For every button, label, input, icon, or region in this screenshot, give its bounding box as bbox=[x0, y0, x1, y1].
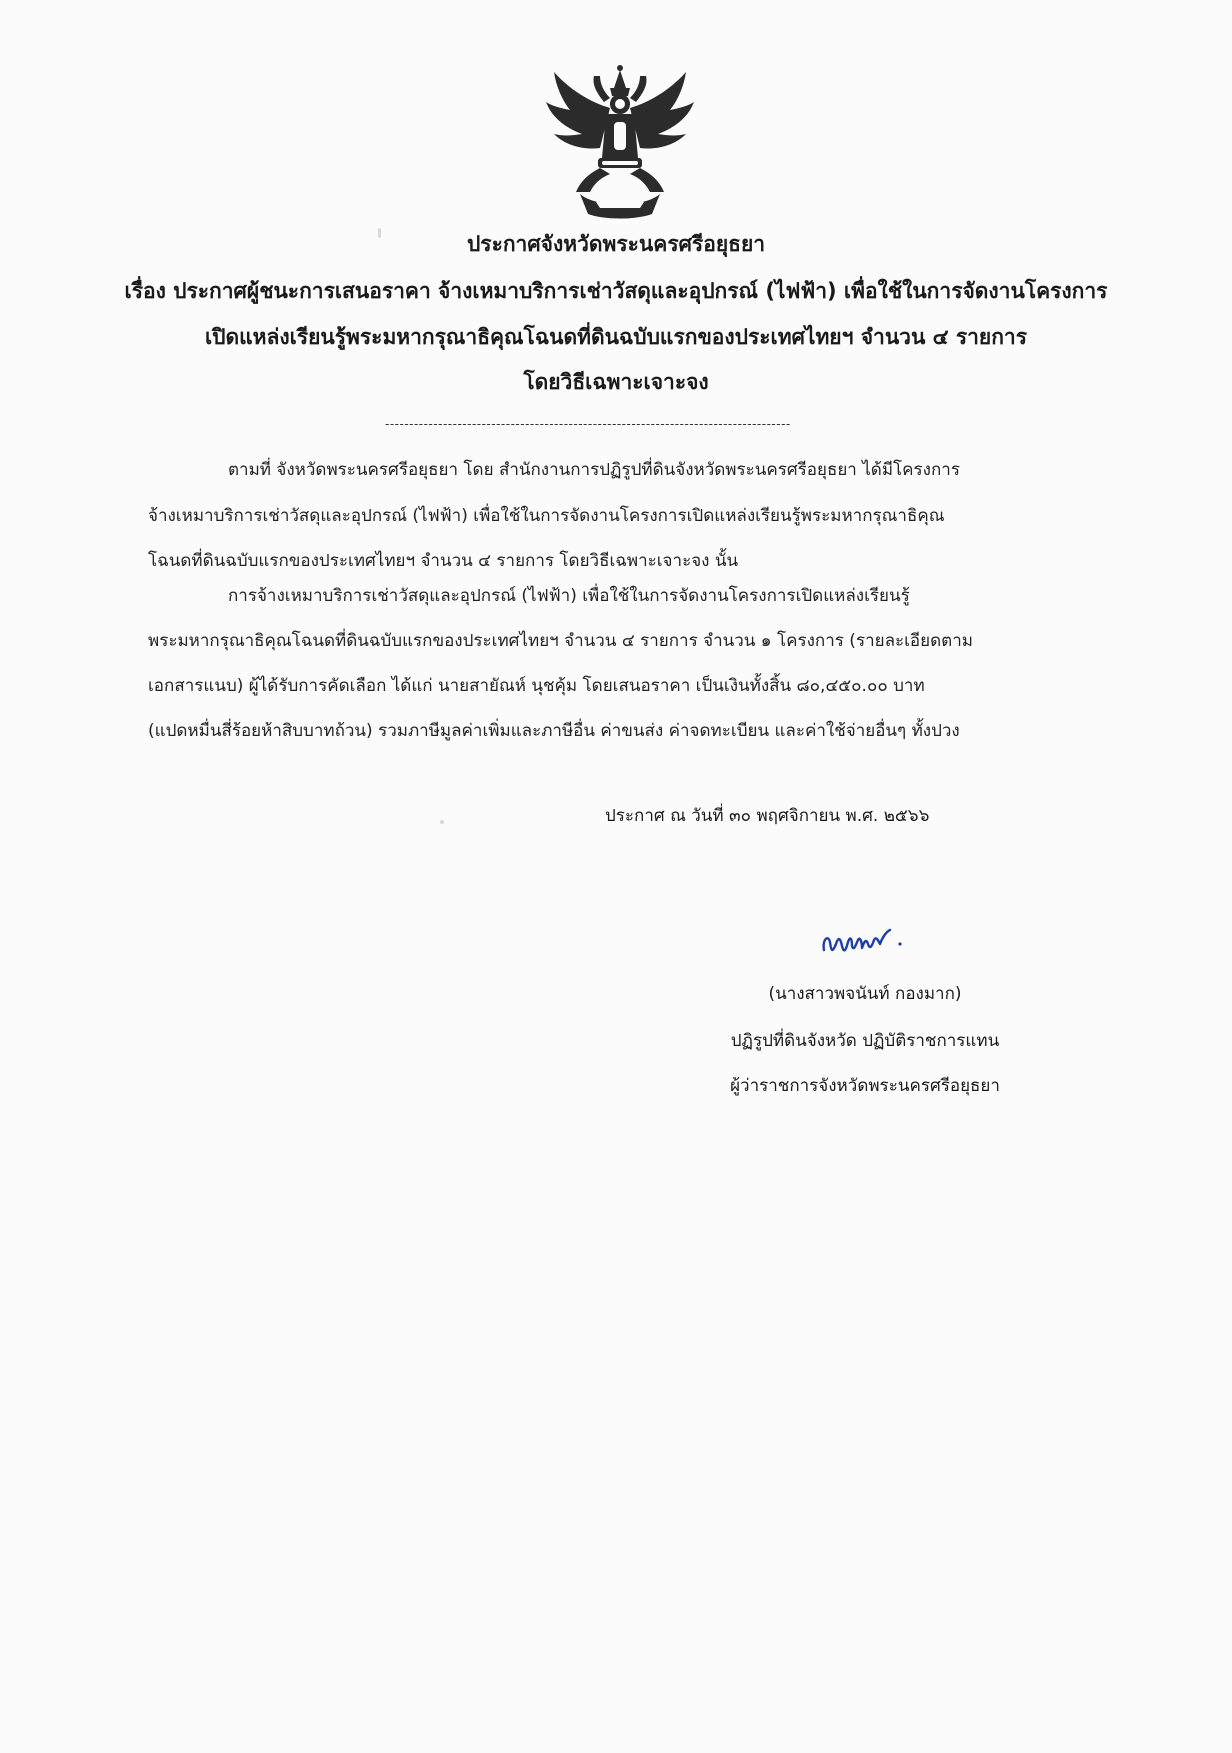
paragraph-2-line-3: เอกสารแนบ) ผู้ได้รับการคัดเลือก ได้แก่ นายสายัณห์ นุชคุ้ม โดยเสนอราคา เป็นเงินทั้งสิ้น ๘๐,๔๕๐.๐๐ บาท bbox=[148, 676, 925, 696]
subject-line-1: เรื่อง ประกาศผู้ชนะการเสนอราคา จ้างเหมาบริการเช่าวัสดุและอุปกรณ์ (ไฟฟ้า) เพื่อใช้ในการจัดงานโครงการ bbox=[124, 279, 1108, 303]
header-divider: ------------------------------------------------------------------------------------ bbox=[385, 417, 791, 431]
scan-speck bbox=[440, 820, 444, 824]
handwritten-signature bbox=[818, 920, 914, 962]
announcement-date: ประกาศ ณ วันที่ ๓๐ พฤศจิกายน พ.ศ. ๒๕๖๖ bbox=[605, 806, 930, 826]
signatory-position-1: ปฏิรูปที่ดินจังหวัด ปฏิบัติราชการแทน bbox=[730, 1031, 1000, 1051]
paragraph-2-line-1: การจ้างเหมาบริการเช่าวัสดุและอุปกรณ์ (ไฟฟ้า) เพื่อใช้ในการจัดงานโครงการเปิดแหล่งเรียนรู้ bbox=[228, 586, 910, 606]
paragraph-1-line-1: ตามที่ จังหวัดพระนครศรีอยุธยา โดย สำนักงานการปฏิรูปที่ดินจังหวัดพระนครศรีอยุธยา ได้มีโครงการ bbox=[228, 460, 960, 480]
paragraph-2-line-4: (แปดหมื่นสี่ร้อยห้าสิบบาทถ้วน) รวมภาษีมูลค่าเพิ่มและภาษีอื่น ค่าขนส่ง ค่าจดทะเบียน และค่าใช้จ่ายอื่นๆ ทั้งปวง bbox=[148, 721, 960, 741]
garuda-emblem-icon bbox=[540, 62, 700, 220]
signatory-position-2: ผู้ว่าราชการจังหวัดพระนครศรีอยุธยา bbox=[730, 1076, 1000, 1096]
paragraph-1-line-3: โฉนดที่ดินฉบับแรกของประเทศไทยฯ จำนวน ๔ รายการ โดยวิธีเฉพาะเจาะจง นั้น bbox=[148, 551, 739, 571]
signatory-name: (นางสาวพจนันท์ กองมาก) bbox=[768, 984, 962, 1004]
subject-line-3: โดยวิธีเฉพาะเจาะจง bbox=[523, 370, 709, 394]
document-issuer: ประกาศจังหวัดพระนครศรีอยุธยา bbox=[466, 232, 766, 256]
subject-line-2: เปิดแหล่งเรียนรู้พระมหากรุณาธิคุณโฉนดที่ดินฉบับแรกของประเทศไทยฯ จำนวน ๔ รายการ bbox=[205, 325, 1027, 349]
paragraph-2-line-2: พระมหากรุณาธิคุณโฉนดที่ดินฉบับแรกของประเทศไทยฯ จำนวน ๔ รายการ จำนวน ๑ โครงการ (รายละเอียดตาม bbox=[148, 631, 973, 651]
paragraph-1-line-2: จ้างเหมาบริการเช่าวัสดุและอุปกรณ์ (ไฟฟ้า) เพื่อใช้ในการจัดงานโครงการเปิดแหล่งเรียนรู้พระมหากรุณาธิคุณ bbox=[148, 506, 945, 526]
scan-speck bbox=[378, 228, 381, 238]
